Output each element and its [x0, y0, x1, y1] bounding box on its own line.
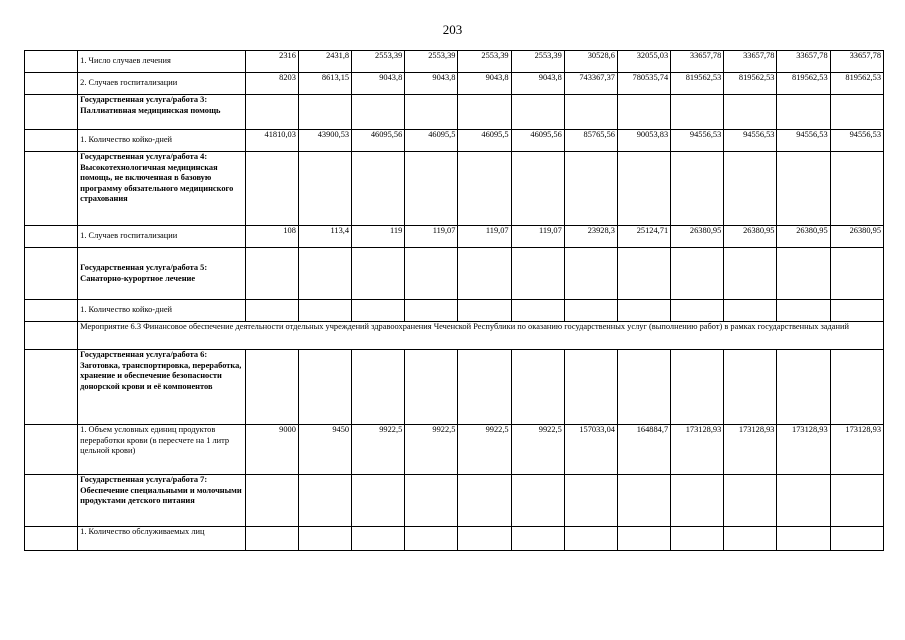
indicator-label: 1. Количество койко-дней	[78, 300, 246, 322]
value-cell: 43900,53	[298, 130, 351, 152]
value-cell: 2553,39	[352, 51, 405, 73]
value-cell: 2553,39	[405, 51, 458, 73]
value-cell	[511, 300, 564, 322]
value-cell	[245, 527, 298, 551]
value-cell	[405, 152, 458, 226]
value-cell	[458, 248, 511, 300]
table-row	[25, 73, 884, 95]
value-cell	[511, 475, 564, 527]
value-cell	[458, 475, 511, 527]
value-cell: 26380,95	[830, 226, 883, 248]
value-cell	[777, 350, 830, 425]
value-cell	[405, 527, 458, 551]
row-gutter-cell	[25, 73, 78, 95]
row-gutter-cell	[25, 51, 78, 73]
value-cell	[564, 527, 617, 551]
indicator-label: 1. Объем условных единиц продуктов переработки крови (в пересчете на 1 литр цельной крови)	[78, 425, 246, 475]
value-cell	[405, 248, 458, 300]
value-cell: 173128,93	[830, 425, 883, 475]
value-cell	[830, 475, 883, 527]
value-cell	[777, 300, 830, 322]
value-cell	[511, 152, 564, 226]
service-heading: Государственная услуга/работа 7: Обеспечение специальными и молочными продуктами детского питания	[78, 475, 246, 527]
row-gutter-cell	[25, 475, 78, 527]
page-number: 203	[442, 22, 463, 37]
indicator-label: 1. Количество обслуживаемых лиц	[78, 527, 246, 551]
measure-title: Мероприятие 6.3 Финансовое обеспечение деятельности отдельных учреждений здравоохранения Чеченской Республики по оказанию государственных услуг (выполнению работ) в рамках государственных заданий	[78, 322, 884, 350]
value-cell: 8203	[245, 73, 298, 95]
value-cell: 108	[245, 226, 298, 248]
value-cell	[352, 95, 405, 130]
value-cell: 9922,5	[405, 425, 458, 475]
data-table	[24, 50, 884, 551]
value-cell: 33657,78	[671, 51, 724, 73]
value-cell: 46095,56	[511, 130, 564, 152]
value-cell: 9043,8	[458, 73, 511, 95]
value-cell	[671, 527, 724, 551]
value-cell	[405, 95, 458, 130]
value-cell	[405, 475, 458, 527]
row-gutter-cell	[25, 152, 78, 226]
value-cell: 25124,71	[617, 226, 670, 248]
value-cell	[777, 475, 830, 527]
value-cell	[458, 350, 511, 425]
value-cell	[724, 475, 777, 527]
row-gutter-cell	[25, 300, 78, 322]
value-cell	[352, 248, 405, 300]
value-cell: 9043,8	[352, 73, 405, 95]
value-cell: 33657,78	[777, 51, 830, 73]
value-cell	[724, 152, 777, 226]
value-cell: 113,4	[298, 226, 351, 248]
value-cell	[245, 475, 298, 527]
row-gutter-cell	[25, 350, 78, 425]
value-cell	[724, 248, 777, 300]
value-cell	[352, 475, 405, 527]
value-cell: 30528,6	[564, 51, 617, 73]
value-cell	[830, 527, 883, 551]
service-heading: Государственная услуга/работа 5: Санаторно-курортное лечение	[78, 248, 246, 300]
value-cell	[617, 527, 670, 551]
value-cell	[724, 95, 777, 130]
value-cell: 94556,53	[671, 130, 724, 152]
value-cell	[777, 152, 830, 226]
value-cell: 46095,5	[458, 130, 511, 152]
value-cell	[564, 475, 617, 527]
value-cell	[458, 527, 511, 551]
value-cell: 819562,53	[777, 73, 830, 95]
value-cell: 2553,39	[511, 51, 564, 73]
value-cell	[298, 248, 351, 300]
value-cell: 173128,93	[671, 425, 724, 475]
value-cell	[245, 152, 298, 226]
value-cell: 85765,56	[564, 130, 617, 152]
table-row	[25, 527, 884, 551]
value-cell	[511, 95, 564, 130]
value-cell	[298, 527, 351, 551]
value-cell	[671, 350, 724, 425]
value-cell: 164884,7	[617, 425, 670, 475]
value-cell	[352, 300, 405, 322]
value-cell: 90053,83	[617, 130, 670, 152]
table-row	[25, 130, 884, 152]
value-cell	[405, 300, 458, 322]
value-cell	[298, 350, 351, 425]
value-cell	[298, 95, 351, 130]
value-cell	[617, 152, 670, 226]
value-cell: 23928,3	[564, 226, 617, 248]
table-row	[25, 226, 884, 248]
value-cell: 119	[352, 226, 405, 248]
value-cell	[617, 475, 670, 527]
value-cell: 94556,53	[830, 130, 883, 152]
value-cell: 9922,5	[458, 425, 511, 475]
service-heading: Государственная услуга/работа 6: Заготовка, транспортировка, переработка, хранение и обеспечение безопасности донорской крови и её компонентов	[78, 350, 246, 425]
value-cell	[617, 350, 670, 425]
value-cell: 2553,39	[458, 51, 511, 73]
table-row	[25, 322, 884, 350]
value-cell	[617, 300, 670, 322]
value-cell: 94556,53	[724, 130, 777, 152]
value-cell	[724, 300, 777, 322]
value-cell: 9000	[245, 425, 298, 475]
value-cell	[458, 152, 511, 226]
value-cell	[830, 300, 883, 322]
value-cell: 743367,37	[564, 73, 617, 95]
value-cell: 8613,15	[298, 73, 351, 95]
value-cell	[617, 95, 670, 130]
row-gutter-cell	[25, 527, 78, 551]
service-heading: Государственная услуга/работа 4: Высокотехнологичная медицинская помощь, не включенная в базовую программу обязательного медицинского страхования	[78, 152, 246, 226]
value-cell	[564, 300, 617, 322]
row-gutter-cell	[25, 248, 78, 300]
indicator-label: 1. Количество койко-дней	[78, 130, 246, 152]
value-cell: 119,07	[405, 226, 458, 248]
table-body	[25, 51, 884, 551]
value-cell: 819562,53	[830, 73, 883, 95]
value-cell	[777, 527, 830, 551]
value-cell: 46095,56	[352, 130, 405, 152]
value-cell	[671, 475, 724, 527]
table-row	[25, 95, 884, 130]
value-cell: 819562,53	[671, 73, 724, 95]
value-cell	[564, 248, 617, 300]
value-cell: 26380,95	[671, 226, 724, 248]
value-cell: 26380,95	[777, 226, 830, 248]
value-cell	[830, 350, 883, 425]
value-cell	[298, 475, 351, 527]
table-row	[25, 152, 884, 226]
table-row	[25, 248, 884, 300]
value-cell	[511, 248, 564, 300]
value-cell	[564, 152, 617, 226]
value-cell: 173128,93	[724, 425, 777, 475]
value-cell: 41810,03	[245, 130, 298, 152]
value-cell: 9450	[298, 425, 351, 475]
value-cell	[671, 248, 724, 300]
value-cell	[617, 248, 670, 300]
row-gutter-cell	[25, 95, 78, 130]
value-cell	[777, 95, 830, 130]
value-cell: 46095,5	[405, 130, 458, 152]
value-cell	[564, 95, 617, 130]
value-cell	[511, 527, 564, 551]
value-cell	[511, 350, 564, 425]
row-gutter-cell	[25, 425, 78, 475]
value-cell	[245, 300, 298, 322]
value-cell: 173128,93	[777, 425, 830, 475]
value-cell: 9043,8	[405, 73, 458, 95]
value-cell	[352, 527, 405, 551]
value-cell: 819562,53	[724, 73, 777, 95]
table-row	[25, 300, 884, 322]
value-cell	[671, 95, 724, 130]
value-cell: 2431,8	[298, 51, 351, 73]
value-cell: 26380,95	[724, 226, 777, 248]
value-cell: 119,07	[458, 226, 511, 248]
value-cell	[724, 527, 777, 551]
indicator-label: 1. Случаев госпитализации	[78, 226, 246, 248]
value-cell: 9922,5	[511, 425, 564, 475]
value-cell: 33657,78	[724, 51, 777, 73]
value-cell: 157033,04	[564, 425, 617, 475]
value-cell	[245, 350, 298, 425]
value-cell	[352, 152, 405, 226]
row-gutter-cell	[25, 322, 78, 350]
value-cell	[405, 350, 458, 425]
value-cell	[458, 300, 511, 322]
value-cell	[245, 248, 298, 300]
value-cell: 2316	[245, 51, 298, 73]
row-gutter-cell	[25, 130, 78, 152]
value-cell	[458, 95, 511, 130]
table-row	[25, 425, 884, 475]
value-cell	[564, 350, 617, 425]
value-cell	[298, 300, 351, 322]
value-cell	[830, 152, 883, 226]
service-heading: Государственная услуга/работа 3: Паллиативная медицинская помощь	[78, 95, 246, 130]
table-row	[25, 51, 884, 73]
value-cell: 780535,74	[617, 73, 670, 95]
value-cell: 94556,53	[777, 130, 830, 152]
value-cell	[830, 95, 883, 130]
value-cell: 32055,03	[617, 51, 670, 73]
value-cell: 9043,8	[511, 73, 564, 95]
value-cell	[724, 350, 777, 425]
indicator-label: 2. Случаев госпитализации	[78, 73, 246, 95]
value-cell	[777, 248, 830, 300]
indicator-label: 1. Число случаев лечения	[78, 51, 246, 73]
value-cell: 33657,78	[830, 51, 883, 73]
table-row	[25, 350, 884, 425]
value-cell	[830, 248, 883, 300]
table-row	[25, 475, 884, 527]
value-cell: 9922,5	[352, 425, 405, 475]
row-gutter-cell	[25, 226, 78, 248]
value-cell	[671, 152, 724, 226]
value-cell: 119,07	[511, 226, 564, 248]
value-cell	[298, 152, 351, 226]
value-cell	[352, 350, 405, 425]
value-cell	[671, 300, 724, 322]
value-cell	[245, 95, 298, 130]
